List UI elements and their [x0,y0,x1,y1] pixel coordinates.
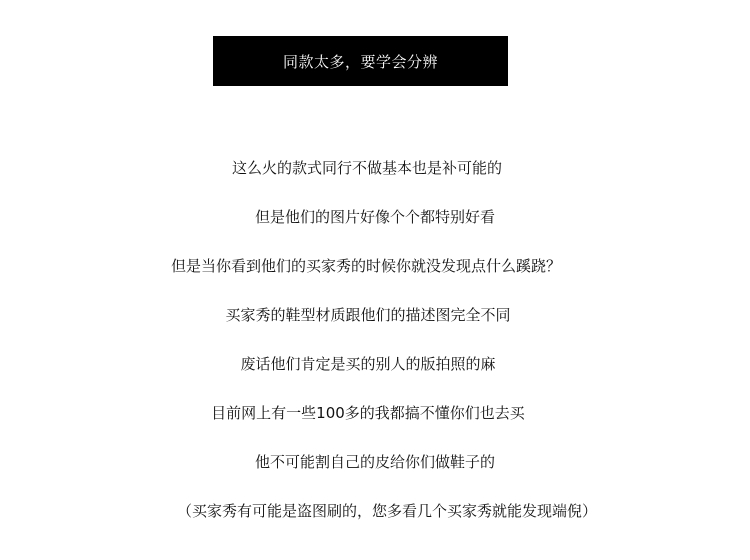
text-line-7: 他不可能割自己的皮给你们做鞋子的 [254,453,495,471]
text-line-5: 废话他们肯定是买的别人的版拍照的麻 [240,355,496,373]
text-line-4: 买家秀的鞋型材质跟他们的描述图完全不同 [225,306,511,324]
text-line-8: （买家秀有可能是盗图刷的，您多看几个买家秀就能发现端倪） [176,502,597,520]
text-line-6: 目前网上有一些100多的我都搞不懂你们也去买 [211,404,525,422]
text-line-3: 但是当你看到他们的买家秀的时候你就没发现点什么蹊跷？ [170,257,561,275]
banner-title: 同款太多，要学会分辨 [282,52,438,71]
title-banner [213,36,508,86]
text-line-2: 但是他们的图片好像个个都特别好看 [254,208,495,226]
text-line-1: 这么火的款式同行不做基本也是补可能的 [231,159,502,177]
